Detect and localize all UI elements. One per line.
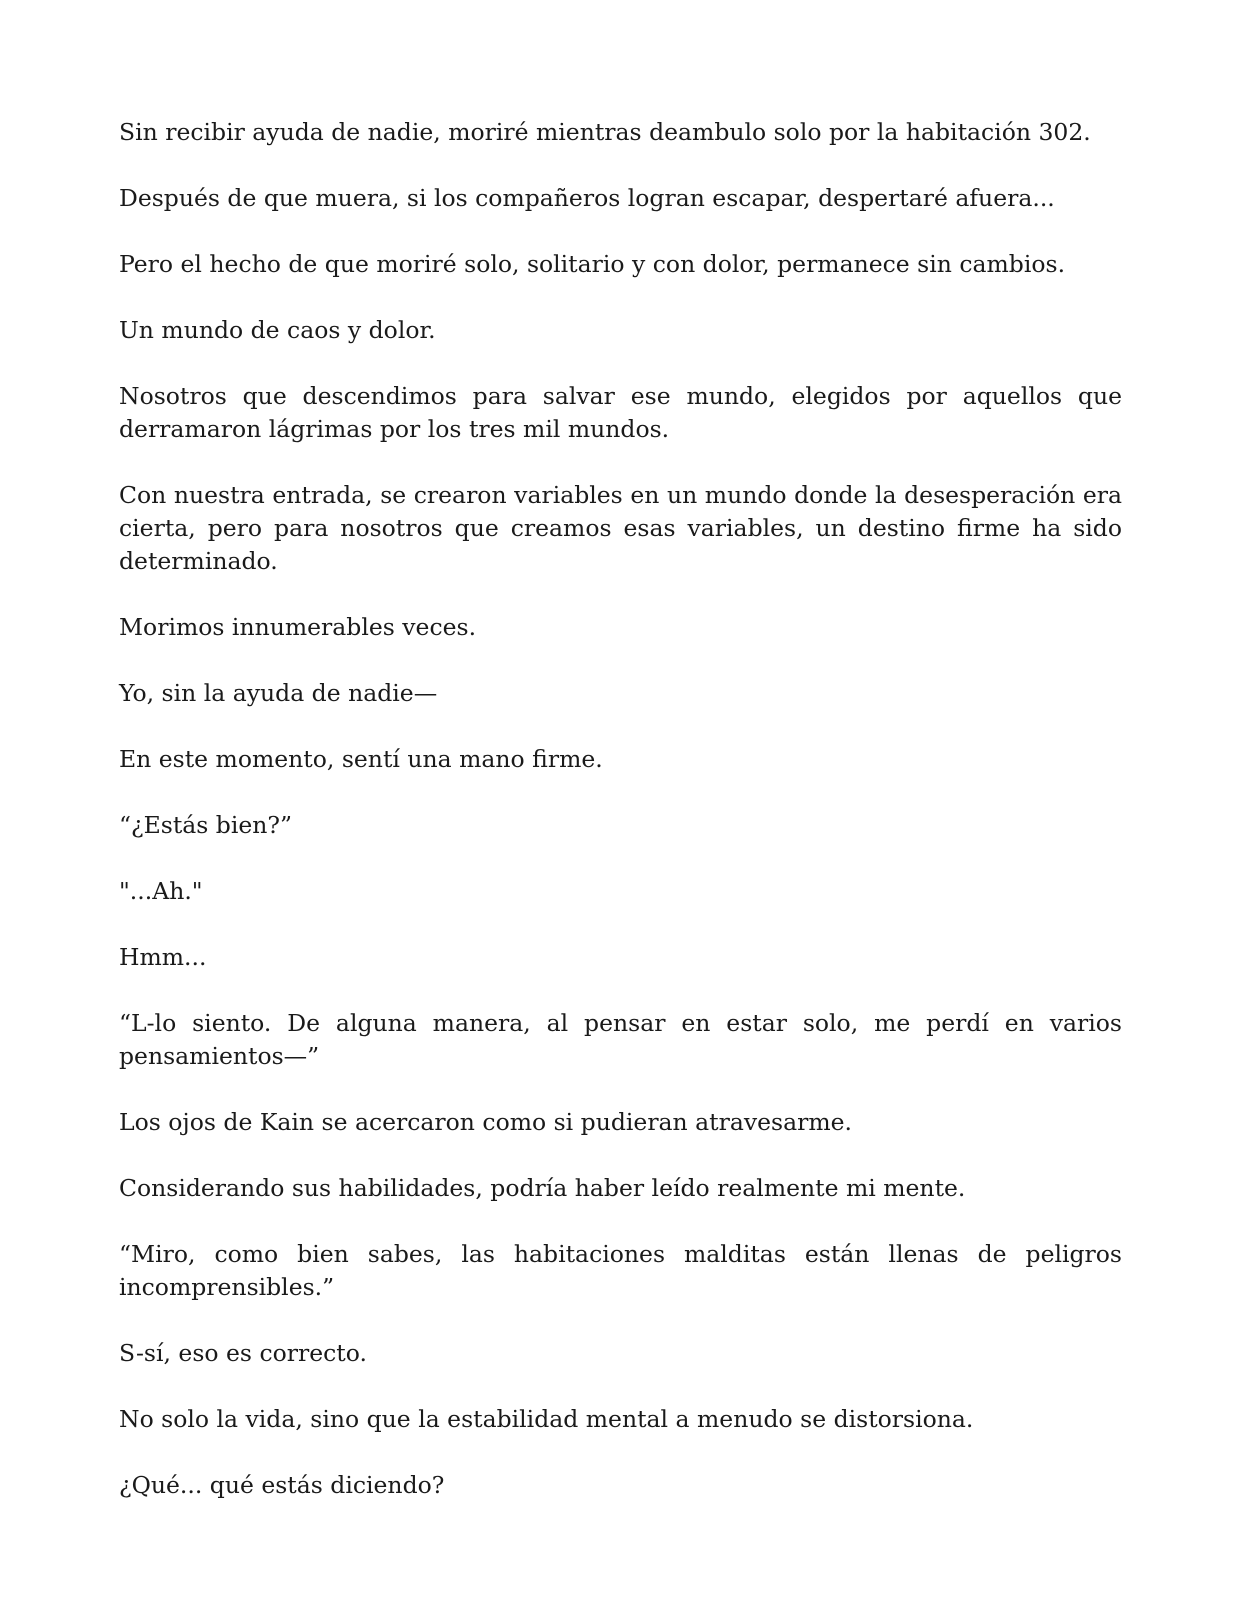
paragraph: Considerando sus habilidades, podría haber leído realmente mi mente. bbox=[119, 1174, 966, 1202]
paragraph: Nosotros que descendimos para salvar ese mundo, elegidos por aquellos que derramaron lágrimas por los tres mil mundos. bbox=[119, 382, 1122, 443]
paragraph: “Miro, como bien sabes, las habitaciones malditas están llenas de peligros incomprensibles.” bbox=[119, 1240, 1122, 1301]
paragraph: Hmm... bbox=[119, 943, 207, 971]
paragraph: ¿Qué... qué estás diciendo? bbox=[119, 1471, 445, 1499]
paragraph: En este momento, sentí una mano firme. bbox=[119, 745, 603, 773]
paragraph: “¿Estás bien?” bbox=[119, 811, 293, 839]
paragraph: Pero el hecho de que moriré solo, solitario y con dolor, permanece sin cambios. bbox=[119, 250, 1066, 278]
paragraph: Yo, sin la ayuda de nadie— bbox=[119, 679, 438, 707]
paragraph: Sin recibir ayuda de nadie, moriré mientras deambulo solo por la habitación 302. bbox=[119, 118, 1091, 146]
paragraph: Con nuestra entrada, se crearon variables en un mundo donde la desesperación era cierta, pero para nosotros que creamos esas variables, un destino firme ha sido determinado. bbox=[119, 481, 1122, 575]
paragraph: “L-lo siento. De alguna manera, al pensar en estar solo, me perdí en varios pensamientos—” bbox=[119, 1009, 1122, 1070]
document-page bbox=[119, 116, 1122, 1535]
paragraph: No solo la vida, sino que la estabilidad mental a menudo se distorsiona. bbox=[119, 1405, 974, 1433]
paragraph: "...Ah." bbox=[119, 877, 203, 905]
paragraph: S-sí, eso es correcto. bbox=[119, 1339, 367, 1367]
paragraph: Morimos innumerables veces. bbox=[119, 613, 477, 641]
paragraph: Después de que muera, si los compañeros logran escapar, despertaré afuera... bbox=[119, 184, 1055, 212]
paragraph: Los ojos de Kain se acercaron como si pudieran atravesarme. bbox=[119, 1108, 853, 1136]
paragraph: Un mundo de caos y dolor. bbox=[119, 316, 436, 344]
